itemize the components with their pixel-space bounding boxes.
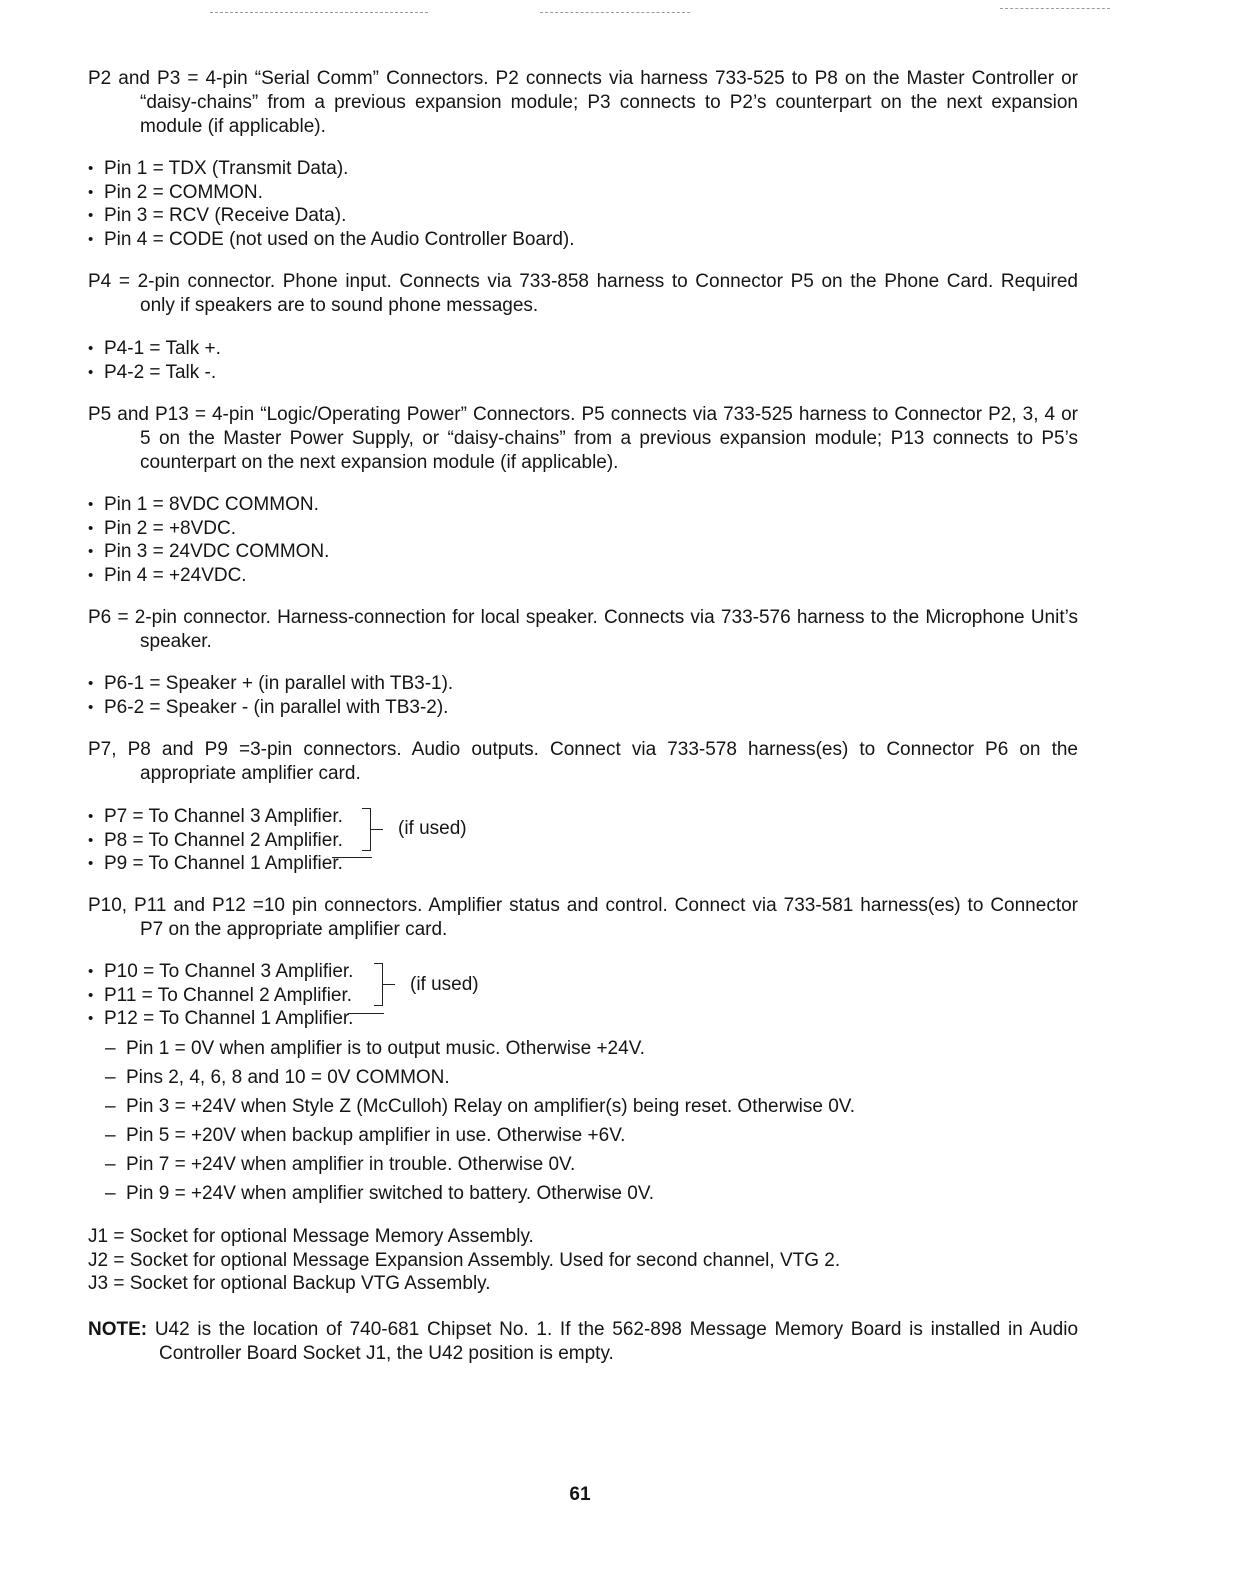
list-item: • Pin 2 = +8VDC. xyxy=(88,517,329,541)
list-item: • Pin 4 = CODE (not used on the Audio Controller Board). xyxy=(88,228,575,252)
list-item: • P11 = To Channel 2 Amplifier. xyxy=(88,984,353,1008)
if-used-label: (if used) xyxy=(410,974,479,995)
list-item: • Pin 3 = RCV (Receive Data). xyxy=(88,204,575,228)
if-used-bracket xyxy=(362,808,371,851)
list-item: – Pin 7 = +24V when amplifier in trouble. Otherwise 0V. xyxy=(105,1150,855,1179)
list-item: • Pin 1 = 8VDC COMMON. xyxy=(88,493,329,517)
scan-artifact-line xyxy=(210,12,428,13)
list-item: J1 = Socket for optional Message Memory Assembly. xyxy=(88,1226,534,1247)
list-item: • Pin 3 = 24VDC COMMON. xyxy=(88,540,329,564)
scan-artifact-line xyxy=(540,12,690,13)
list-item: J3 = Socket for optional Backup VTG Assembly. xyxy=(88,1273,491,1294)
note-label: NOTE: xyxy=(88,1319,148,1340)
if-used-bracket xyxy=(374,963,383,1006)
bracket-tick xyxy=(371,829,383,830)
if-used-label: (if used) xyxy=(398,818,467,839)
list-item: • Pin 4 = +24VDC. xyxy=(88,564,329,588)
p10-p12-pin-list xyxy=(88,960,353,1031)
p5-p13-pin-list xyxy=(88,493,329,587)
list-item: – Pin 3 = +24V when Style Z (McCulloh) Relay on amplifier(s) being reset. Otherwise 0V. xyxy=(105,1092,855,1121)
list-item: • P4-1 = Talk +. xyxy=(88,337,221,361)
p7-p9-description: P7, P8 and P9 =3-pin connectors. Audio outputs. Connect via 733-578 harness(es) to Connector P6 on the appropriate amplifier card. xyxy=(88,739,1078,784)
list-item: • P8 = To Channel 2 Amplifier. xyxy=(88,829,343,853)
note-block xyxy=(88,1318,1078,1366)
p10-p12-description: P10, P11 and P12 =10 pin connectors. Amplifier status and control. Connect via 733-581 harness(es) to Connector P7 on the appropriate amplifier card. xyxy=(88,895,1078,940)
p5-p13-description: P5 and P13 = 4-pin “Logic/Operating Power” Connectors. P5 connects via 733-525 harness to Connector P2, 3, 4 or 5 on the Master Power Supply, or “daisy-chains” from a previous expansion module; P13 connects to P5’s counterpart on the next expansion module (if applicable). xyxy=(88,404,1078,473)
list-item: J2 = Socket for optional Message Expansion Assembly. Used for second channel, VTG 2. xyxy=(88,1249,841,1271)
p10-p12-signal-list xyxy=(105,1034,855,1208)
list-item: – Pin 1 = 0V when amplifier is to output music. Otherwise +24V. xyxy=(105,1034,855,1063)
bracket-underline xyxy=(332,857,372,858)
list-item: • P10 = To Channel 3 Amplifier. xyxy=(88,960,353,984)
note-text: U42 is the location of 740-681 Chipset No. 1. If the 562-898 Message Memory Board is installed in Audio Controller Board Socket J1, the U42 position is empty. xyxy=(154,1319,1079,1364)
list-item: – Pin 5 = +20V when backup amplifier in use. Otherwise +6V. xyxy=(105,1121,855,1150)
page-number: 61 xyxy=(569,1484,591,1505)
p2-p3-pin-list xyxy=(88,157,575,251)
bracket-underline xyxy=(348,1013,384,1014)
list-item: • P4-2 = Talk -. xyxy=(88,361,221,385)
list-item: • P7 = To Channel 3 Amplifier. xyxy=(88,805,343,829)
list-item: • P6-1 = Speaker + (in parallel with TB3-1). xyxy=(88,672,453,696)
list-item: – Pins 2, 4, 6, 8 and 10 = 0V COMMON. xyxy=(105,1063,855,1092)
socket-list xyxy=(88,1225,840,1296)
list-item: • Pin 2 = COMMON. xyxy=(88,181,575,205)
list-item: • P9 = To Channel 1 Amplifier. xyxy=(88,852,343,876)
p6-pin-list xyxy=(88,672,453,719)
p7-p9-pin-list xyxy=(88,805,343,876)
list-item: • Pin 1 = TDX (Transmit Data). xyxy=(88,157,575,181)
list-item: • P6-2 = Speaker - (in parallel with TB3-2). xyxy=(88,696,453,720)
p4-description: P4 = 2-pin connector. Phone input. Connects via 733-858 harness to Connector P5 on the Phone Card. Required only if speakers are to sound phone messages. xyxy=(88,271,1078,316)
bracket-tick xyxy=(383,984,395,985)
list-item: • P12 = To Channel 1 Amplifier. xyxy=(88,1007,353,1031)
p6-description: P6 = 2-pin connector. Harness-connection for local speaker. Connects via 733-576 harness to the Microphone Unit’s speaker. xyxy=(88,607,1078,652)
scan-artifact-line xyxy=(1000,8,1110,9)
list-item: – Pin 9 = +24V when amplifier switched to battery. Otherwise 0V. xyxy=(105,1179,855,1208)
p2-p3-description: P2 and P3 = 4-pin “Serial Comm” Connectors. P2 connects via harness 733-525 to P8 on the Master Controller or “daisy-chains” from a previous expansion module; P3 connects to P2’s counterpart on the next expansion module (if applicable). xyxy=(88,68,1078,137)
p4-pin-list xyxy=(88,337,221,384)
